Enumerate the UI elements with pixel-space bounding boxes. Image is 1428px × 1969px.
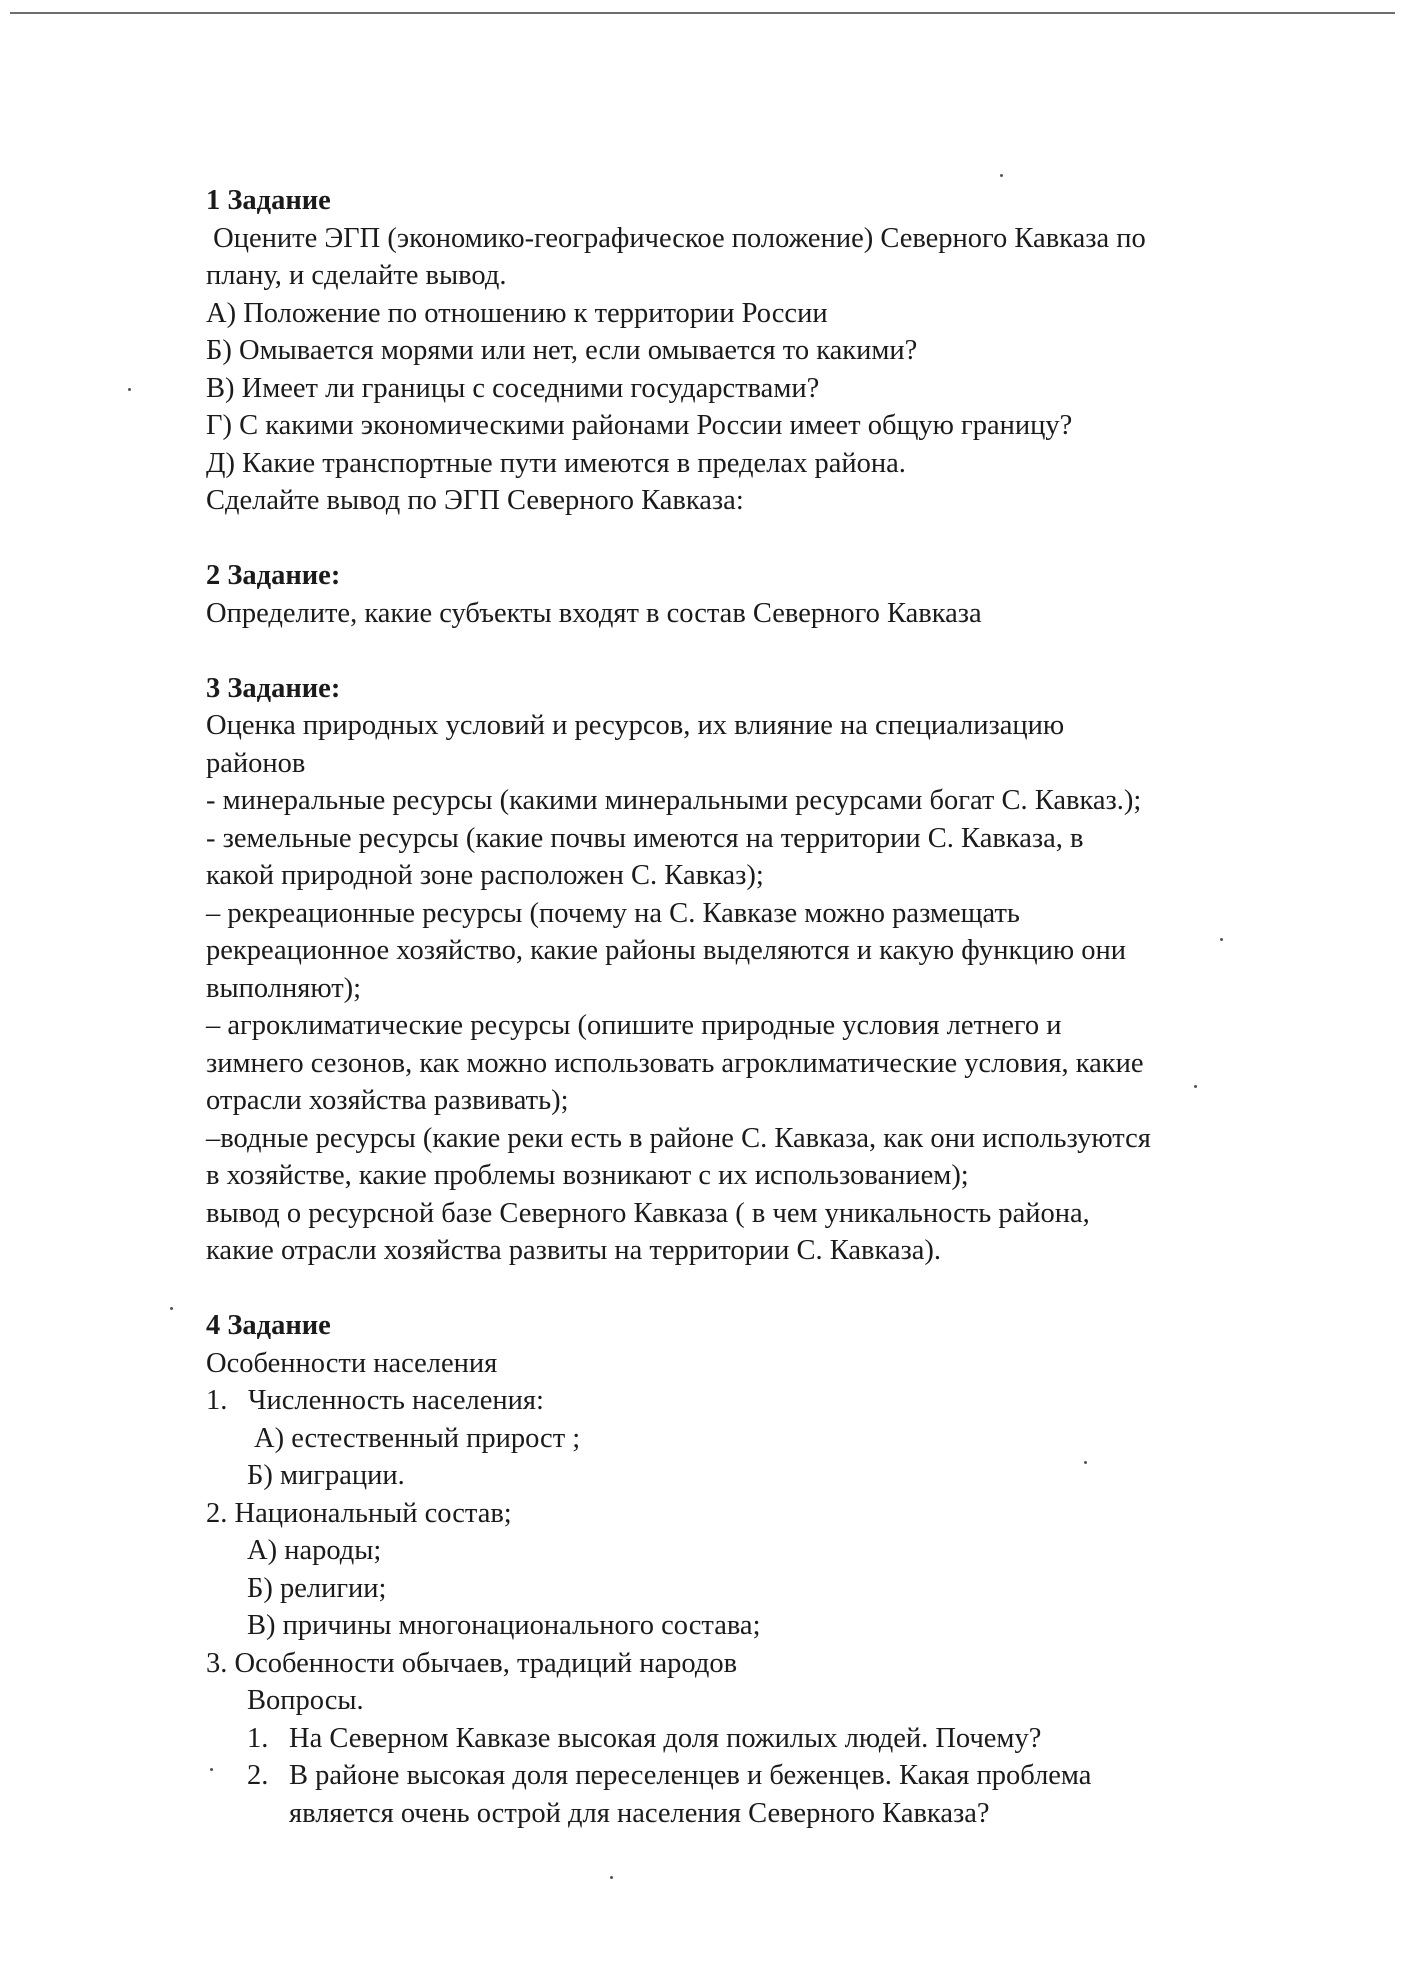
task-1-item-a: А) Положение по отношению к территории России (206, 297, 828, 329)
population-size-label: Численность населения: (248, 1385, 544, 1416)
task-3-line: выполняют); (206, 972, 362, 1004)
task-3 (206, 670, 1326, 1270)
question-2 (206, 1757, 1326, 1795)
task-1-item-d: Г) С какими экономическими районами России имеет общую границу? (206, 410, 1073, 441)
task-3-line: – агроклиматические ресурсы (опишите природные условия летнего и (206, 1010, 1062, 1041)
task-3-line: в хозяйстве, какие проблемы возникают с их использованием); (206, 1160, 969, 1191)
task-1-item-e: Д) Какие транспортные пути имеются в пределах района. (206, 447, 906, 479)
peoples-item: А) народы; (247, 1535, 382, 1566)
task-3-line: какой природной зоне расположен С. Кавказ); (206, 860, 764, 891)
task-3-line: рекреационное хозяйство, какие районы выделяются и какую функцию они (206, 935, 1127, 966)
scan-top-rule (10, 12, 1395, 14)
population-size-item (206, 1382, 1326, 1420)
task-3-line: вывод о ресурсной базе Северного Кавказа ( в чем уникальность района, (206, 1197, 1090, 1229)
task-3-line: - минеральные ресурсы (какими минеральными ресурсами богат С. Кавказ.); (206, 785, 1142, 816)
question-1 (206, 1720, 1326, 1758)
religions-item: Б) религии; (247, 1572, 387, 1604)
list-number: 1. (206, 1385, 228, 1416)
task-3-line: - земельные ресурсы (какие почвы имеются на территории С. Кавказа, в (206, 822, 1084, 854)
task-3-line: – рекреационные ресурсы (почему на С. Кавказе можно размещать (206, 897, 1020, 929)
task-1-item-c: В) Имеет ли границы с соседними государствами? (206, 372, 820, 404)
task-4-subtitle: Особенности населения (206, 1347, 498, 1379)
section-gap (206, 1270, 1326, 1308)
scan-speck (170, 1307, 173, 1310)
task-2 (206, 557, 1326, 632)
task-2-heading: 2 Задание: (206, 560, 341, 591)
migration-item: Б) миграции. (247, 1460, 405, 1491)
question-text: В районе высокая доля переселенцев и беженцев. Какая проблема (289, 1760, 1092, 1791)
section-gap (206, 520, 1326, 558)
task-1-heading: 1 Задание (206, 185, 331, 216)
section-gap (206, 632, 1326, 670)
task-1-item-b: Б) Омывается морями или нет, если омывается то какими? (206, 335, 918, 366)
question-text: На Северном Кавказе высокая доля пожилых людей. Почему? (289, 1722, 1042, 1754)
customs-traditions-item: 3. Особенности обычаев, традиций народов (206, 1647, 738, 1679)
task-3-line: отрасли хозяйства развивать); (206, 1085, 569, 1116)
task-3-heading: 3 Задание: (206, 672, 341, 704)
task-3-line: –водные ресурсы (какие реки есть в районе С. Кавказа, как они используются (206, 1122, 1151, 1154)
scan-speck (610, 1876, 613, 1879)
task-3-line: зимнего сезонов, как можно использовать агроклиматические условия, какие (206, 1047, 1144, 1079)
task-4 (206, 1307, 1326, 1832)
natural-growth-item: А) естественный прирост ; (254, 1422, 581, 1454)
scan-speck (128, 388, 131, 391)
task-1-conclusion: Сделайте вывод по ЭГП Северного Кавказа: (206, 485, 744, 516)
national-composition-item: 2. Национальный состав; (206, 1497, 512, 1529)
task-3-line: Оценка природных условий и ресурсов, их влияние на специализацию (206, 710, 1065, 741)
question-text-cont: является очень острой для населения Северного Кавказа? (289, 1797, 990, 1829)
multinational-reasons-item: В) причины многонационального состава; (247, 1610, 761, 1641)
task-1-intro: Оцените ЭГП (экономико-географическое положение) Северного Кавказа по (206, 222, 1146, 254)
task-3-line: какие отрасли хозяйства развиты на территории С. Кавказа). (206, 1235, 942, 1266)
task-2-text: Определите, какие субъекты входят в состав Северного Кавказа (206, 597, 982, 629)
task-3-line: районов (206, 747, 306, 779)
question-number: 1. (247, 1722, 269, 1754)
scan-speck (1000, 174, 1003, 177)
task-1 (206, 182, 1326, 520)
question-number: 2. (247, 1760, 269, 1791)
task-1-intro-cont: плану, и сделайте вывод. (206, 260, 507, 291)
document-page (206, 182, 1326, 1832)
questions-label: Вопросы. (247, 1685, 364, 1716)
task-4-heading: 4 Задание (206, 1310, 331, 1341)
